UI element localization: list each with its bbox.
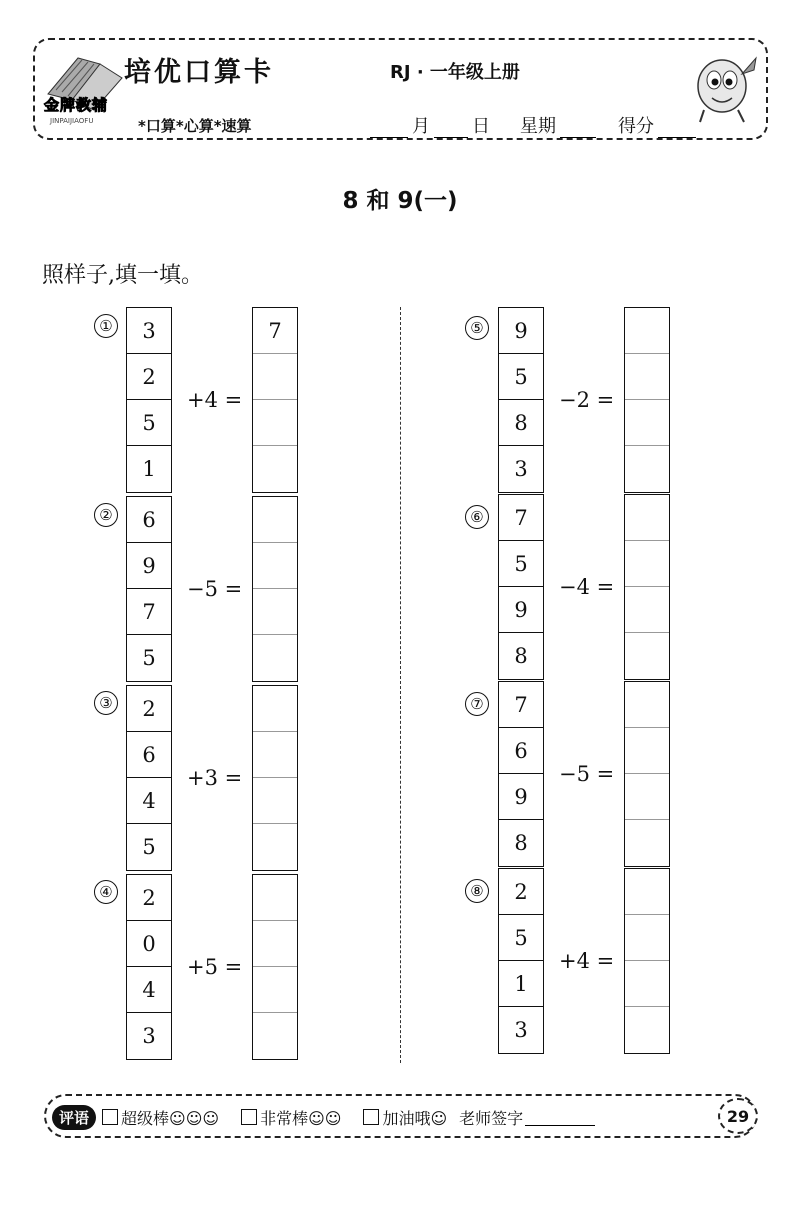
answer-cell[interactable] (253, 732, 297, 778)
problem-8-answers (624, 868, 670, 1054)
rating-label: 非常棒☺☺ (260, 1108, 342, 1128)
rating-keep-going[interactable] (363, 1106, 447, 1129)
answer-cell[interactable] (253, 543, 297, 589)
answer-cell[interactable] (625, 961, 669, 1007)
month-label: 月 (412, 116, 430, 137)
operation-label: −5 = (559, 762, 615, 786)
answer-cell[interactable] (253, 967, 297, 1013)
rating-label: 加油哦☺ (382, 1108, 448, 1128)
value-cell: 5 (499, 354, 543, 400)
value-cell: 2 (127, 354, 171, 400)
answer-cell[interactable] (253, 497, 297, 543)
problem-number: ③ (94, 691, 118, 715)
value-cell: 1 (499, 961, 543, 1007)
answer-cell[interactable] (625, 869, 669, 915)
answer-cell[interactable] (625, 446, 669, 492)
answer-cell[interactable] (253, 635, 297, 681)
value-cell: 3 (127, 308, 171, 354)
answer-cell[interactable] (253, 824, 297, 870)
signature-label: 老师签字 (459, 1108, 524, 1128)
problem-number: ⑥ (465, 505, 489, 529)
answer-cell[interactable] (625, 633, 669, 679)
answer-cell[interactable] (625, 541, 669, 587)
value-cell: 1 (142, 457, 156, 481)
value-cell: 3 (514, 457, 528, 481)
rating-super[interactable] (102, 1106, 219, 1129)
value-cell: 5 (499, 915, 543, 961)
value-cell: 7 (127, 589, 171, 635)
value-cell: 9 (499, 587, 543, 633)
problem-3-values (126, 685, 172, 871)
problem-number: ⑧ (465, 879, 489, 903)
answer-cell[interactable] (625, 682, 669, 728)
problem-number: ④ (94, 880, 118, 904)
logo-subtext: JINPAIJIAOFU (50, 117, 94, 125)
problem-number: ② (94, 503, 118, 527)
operation-label: −5 = (187, 577, 243, 601)
problem-2-answers (252, 496, 298, 682)
answer-cell[interactable] (625, 495, 669, 541)
operation-label: +4 = (187, 388, 243, 412)
value-cell: 5 (127, 400, 171, 446)
logo (38, 50, 130, 136)
value-cell: 6 (499, 728, 543, 774)
answer-cell[interactable] (625, 587, 669, 633)
month-blank[interactable] (370, 119, 408, 138)
value-cell: 3 (142, 1024, 156, 1048)
instruction-text: 照样子,填一填。 (42, 263, 203, 288)
day-blank[interactable] (434, 119, 468, 138)
card-subtitle: *口算*心算*速算 (138, 117, 252, 135)
value-cell: 9 (127, 543, 171, 589)
answer-cell[interactable] (253, 686, 297, 732)
problem-5-values (498, 307, 544, 493)
grade-label: RJ · 一年级上册 (390, 62, 520, 83)
score-label: 得分 (618, 116, 654, 137)
operation-label: −4 = (559, 575, 615, 599)
answer-cell[interactable] (625, 354, 669, 400)
problem-6-answers (624, 494, 670, 680)
value-cell: 3 (514, 1018, 528, 1042)
answer-cell[interactable] (253, 446, 297, 492)
value-cell: 8 (499, 400, 543, 446)
rating-great[interactable] (241, 1106, 341, 1129)
answer-cell[interactable] (625, 308, 669, 354)
answer-cell[interactable] (253, 875, 297, 921)
answer-cell[interactable] (625, 774, 669, 820)
problem-2-values (126, 496, 172, 682)
problem-number: ⑤ (465, 316, 489, 340)
rating-checkbox[interactable] (102, 1109, 118, 1125)
rating-checkbox[interactable] (363, 1109, 379, 1125)
problem-7-answers (624, 681, 670, 867)
day-label: 日 (472, 116, 490, 137)
week-blank[interactable] (560, 119, 596, 138)
problem-1-answers (252, 307, 298, 493)
comment-badge: 评语 (52, 1105, 96, 1130)
problem-3-answers (252, 685, 298, 871)
operation-label: −2 = (559, 388, 615, 412)
answer-cell[interactable] (253, 1013, 297, 1059)
problem-6-values (498, 494, 544, 680)
rating-label: 超级棒☺☺☺ (121, 1108, 220, 1128)
value-cell: 2 (127, 875, 171, 921)
answer-cell[interactable] (625, 820, 669, 866)
problem-number: ① (94, 314, 118, 338)
problem-7-values (498, 681, 544, 867)
problem-8-values (498, 868, 544, 1054)
answer-cell[interactable] (625, 400, 669, 446)
value-cell: 5 (499, 541, 543, 587)
answer-cell[interactable] (253, 589, 297, 635)
value-cell: 2 (499, 869, 543, 915)
answer-cell[interactable] (625, 728, 669, 774)
value-cell: 0 (127, 921, 171, 967)
value-cell: 4 (127, 778, 171, 824)
problem-1-values (126, 307, 172, 493)
card-title: 培优口算卡 (124, 57, 274, 88)
problem-number: ⑦ (465, 692, 489, 716)
lesson-title: 8 和 9(一) (342, 188, 458, 214)
value-cell: 7 (499, 682, 543, 728)
value-cell: 6 (127, 497, 171, 543)
problem-4-answers (252, 874, 298, 1060)
signature-blank[interactable] (525, 1109, 595, 1126)
problem-4-values (126, 874, 172, 1060)
value-cell: 5 (142, 835, 156, 859)
value-cell: 6 (127, 732, 171, 778)
value-cell: 9 (499, 308, 543, 354)
column-divider (400, 307, 401, 1063)
value-cell: 8 (514, 831, 528, 855)
operation-label: +3 = (187, 766, 243, 790)
date-line (370, 112, 696, 138)
week-label: 星期 (520, 116, 556, 137)
mascot-icon (684, 44, 764, 124)
value-cell: 4 (127, 967, 171, 1013)
answer-cell[interactable] (253, 400, 297, 446)
rating-checkbox[interactable] (241, 1109, 257, 1125)
operation-label: +4 = (559, 949, 615, 973)
page-number: 29 (718, 1098, 758, 1134)
value-cell: 9 (499, 774, 543, 820)
value-cell: 5 (142, 646, 156, 670)
answer-cell[interactable] (625, 915, 669, 961)
value-cell: 8 (514, 644, 528, 668)
answer-cell[interactable] (253, 921, 297, 967)
operation-label: +5 = (187, 955, 243, 979)
value-cell: 7 (499, 495, 543, 541)
logo-text: 金牌教辅 (44, 96, 109, 114)
answer-cell[interactable]: 7 (253, 308, 297, 354)
answer-cell[interactable] (253, 354, 297, 400)
answer-cell[interactable] (625, 1007, 669, 1053)
problem-5-answers (624, 307, 670, 493)
comment-bar (52, 1103, 595, 1131)
value-cell: 2 (127, 686, 171, 732)
answer-cell[interactable] (253, 778, 297, 824)
